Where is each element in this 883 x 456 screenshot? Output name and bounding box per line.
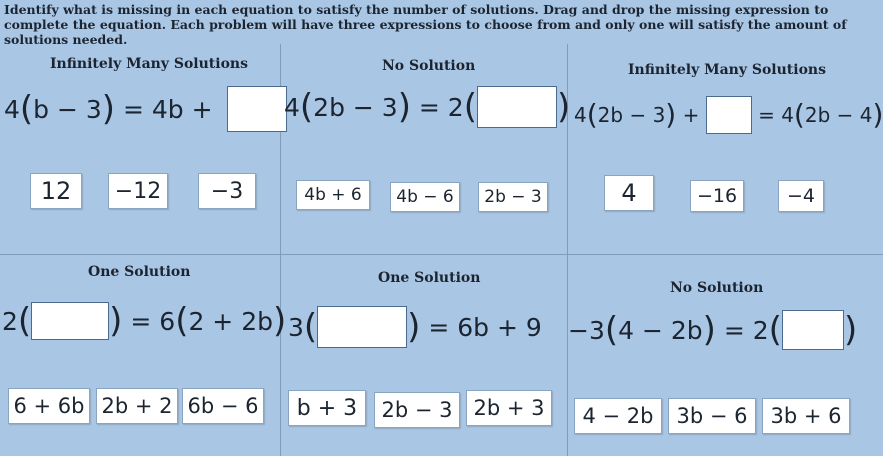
equation-problem-1: 4 ( b − 3 ) = 4b + xyxy=(4,86,287,132)
chip-problem-1-b[interactable]: −12 xyxy=(108,173,168,209)
eq3-coef: 4 xyxy=(574,103,587,127)
eq6-mid: = 2 xyxy=(715,315,769,345)
chip-problem-6-c[interactable]: 3b + 6 xyxy=(762,398,850,434)
chip-problem-4-a[interactable]: 6 + 6b xyxy=(8,388,90,424)
equation-problem-2: 4 ( 2b − 3 ) = 2 ( ) xyxy=(284,87,571,127)
chip-problem-2-a[interactable]: 4b + 6 xyxy=(296,180,370,210)
drop-target-problem-2[interactable] xyxy=(477,86,557,128)
heading-problem-3: Infinitely Many Solutions xyxy=(628,62,826,78)
eq1-mid: = 4b + xyxy=(115,94,221,124)
eq5-coef: 3 xyxy=(288,312,304,342)
eq4-right-inner: 2 + 2b xyxy=(188,306,273,336)
heading-problem-1: Infinitely Many Solutions xyxy=(50,56,248,72)
chip-problem-3-c[interactable]: −4 xyxy=(778,180,824,212)
eq2-inner: 2b − 3 xyxy=(313,92,398,122)
chip-problem-3-a[interactable]: 4 xyxy=(604,175,654,211)
eq1-inner: b − 3 xyxy=(33,94,102,124)
drop-target-problem-4[interactable] xyxy=(31,302,109,340)
eq6-inner: 4 − 2b xyxy=(618,315,703,345)
divider-horizontal xyxy=(0,254,883,255)
eq3-inner: 2b − 3 xyxy=(597,103,666,127)
heading-problem-6: No Solution xyxy=(670,280,764,296)
drop-target-problem-3[interactable] xyxy=(706,96,752,134)
heading-problem-2: No Solution xyxy=(382,58,476,74)
chip-problem-5-c[interactable]: 2b + 3 xyxy=(466,390,552,426)
chip-problem-4-c[interactable]: 6b − 6 xyxy=(182,388,264,424)
eq3-mid: + xyxy=(676,103,706,127)
chip-problem-5-a[interactable]: b + 3 xyxy=(288,390,366,426)
eq3-right-coef: = 4 xyxy=(751,103,794,127)
instructions: Identify what is missing in each equation to satisfy the number of solutions. Drag and drop the missing expression to complete the equation. Each problem will have three expressions to choose from and only one will satisfy the amount of solutions needed. xyxy=(4,2,847,47)
eq1-coef: 4 xyxy=(4,94,20,124)
heading-problem-5: One Solution xyxy=(378,270,481,286)
drop-target-problem-1[interactable] xyxy=(227,86,287,132)
chip-problem-5-b[interactable]: 2b − 3 xyxy=(374,392,460,428)
equation-problem-6: −3 ( 4 − 2b ) = 2 ( ) xyxy=(568,310,858,350)
equation-problem-5: 3 ( ) = 6b + 9 xyxy=(288,307,542,347)
chip-problem-2-b[interactable]: 4b − 6 xyxy=(390,182,460,212)
eq4-mid: = 6 xyxy=(122,306,176,336)
chip-problem-3-b[interactable]: −16 xyxy=(690,180,744,212)
equation-problem-3: 4 ( 2b − 3 ) + = 4 ( 2b − 4 ) xyxy=(574,96,883,134)
eq4-coef: 2 xyxy=(2,306,18,336)
chip-problem-1-a[interactable]: 12 xyxy=(30,173,82,209)
chip-problem-1-c[interactable]: −3 xyxy=(198,173,256,209)
chip-problem-4-b[interactable]: 2b + 2 xyxy=(96,388,178,424)
chip-problem-2-c[interactable]: 2b − 3 xyxy=(478,182,548,212)
eq6-coef: −3 xyxy=(568,315,605,345)
eq3-right-inner: 2b − 4 xyxy=(804,103,873,127)
chip-problem-6-b[interactable]: 3b − 6 xyxy=(668,398,756,434)
drop-target-problem-6[interactable] xyxy=(782,310,844,350)
heading-problem-4: One Solution xyxy=(88,264,191,280)
drop-target-problem-5[interactable] xyxy=(317,306,407,348)
eq5-mid: = 6b + 9 xyxy=(420,312,542,342)
eq2-coef: 4 xyxy=(284,92,300,122)
eq2-mid: = 2 xyxy=(410,92,464,122)
chip-problem-6-a[interactable]: 4 − 2b xyxy=(574,398,662,434)
equation-problem-4: 2 ( ) = 6 ( 2 + 2b ) xyxy=(2,301,287,341)
